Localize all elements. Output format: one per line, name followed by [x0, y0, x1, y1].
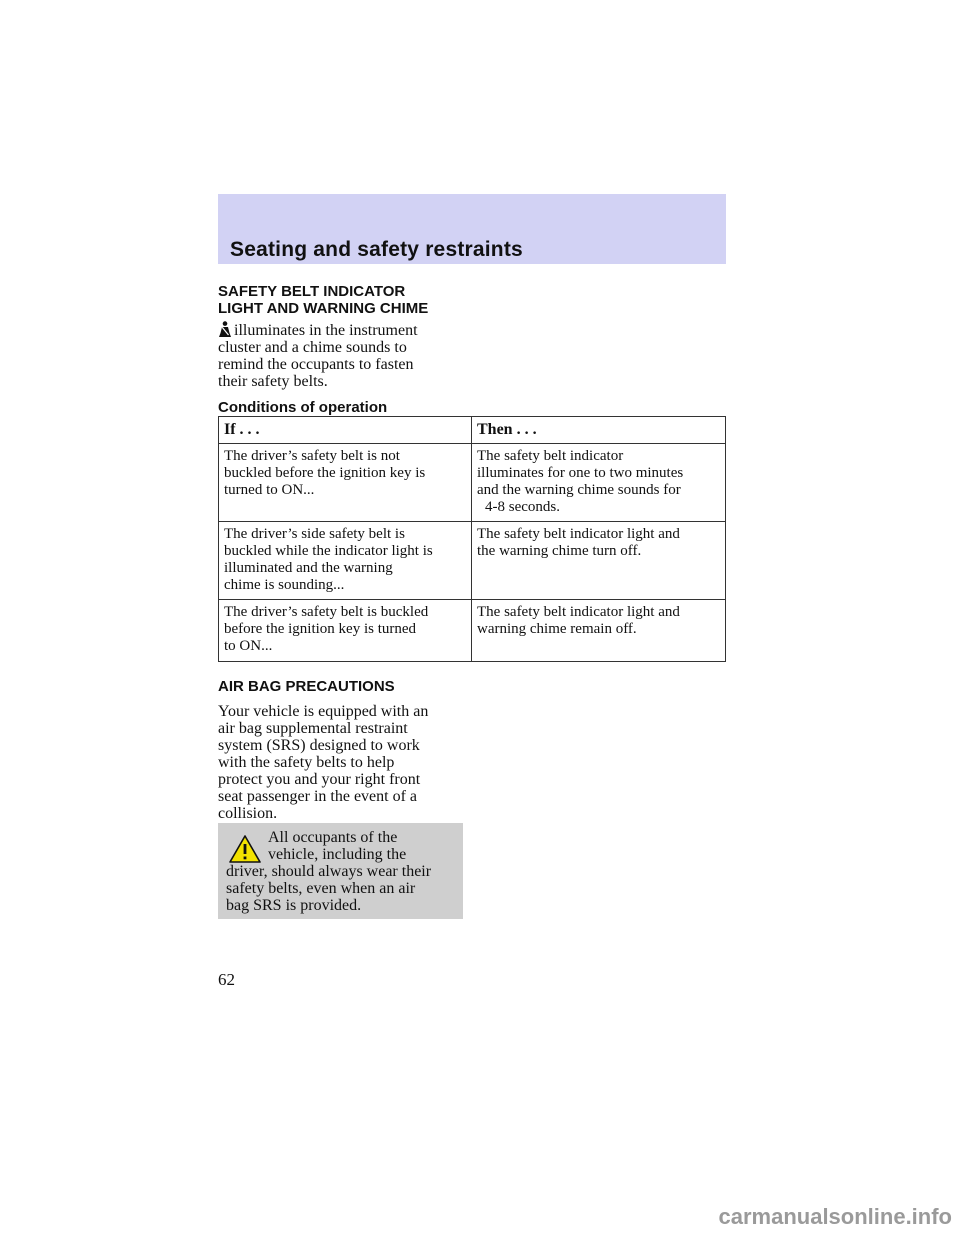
table-row [219, 522, 726, 600]
page-number: 62 [218, 970, 235, 989]
result-cell: The safety belt indicator light and warning chime remain off. [472, 600, 726, 662]
safety-belt-paragraph: illuminates in the instrument cluster and a chime sounds to remind the occupants to fasten their safety belts. [218, 322, 418, 390]
conditions-table [218, 416, 726, 662]
condition-cell: The driver’s safety belt is buckled before the ignition key is turned to ON... [219, 600, 472, 662]
column-header-if: If . . . [219, 417, 472, 444]
section-header-band [218, 194, 726, 264]
air-bag-heading: AIR BAG PRECAUTIONS [218, 678, 395, 695]
table-row [219, 600, 726, 662]
column-header-then: Then . . . [472, 417, 726, 444]
warning-box [218, 823, 463, 919]
result-cell: The safety belt indicator light and the warning chime turn off. [472, 522, 726, 600]
warning-text: All occupants of the vehicle, including the driver, should always wear their safety belts, even when an air bag SRS is provided. [226, 829, 432, 914]
section-title: Seating and safety restraints [230, 238, 523, 261]
condition-cell: The driver’s side safety belt is buckled while the indicator light is illuminated and the warning chime is sounding... [219, 522, 472, 600]
air-bag-paragraph: Your vehicle is equipped with an air bag supplemental restraint system (SRS) designed to work with the safety belts to help protect you and your right front seat passenger in the event of a collision. [218, 703, 429, 822]
table-row [219, 444, 726, 522]
table-header-row [219, 417, 726, 444]
condition-cell: The driver’s safety belt is not buckled before the ignition key is turned to ON... [219, 444, 472, 522]
conditions-heading: Conditions of operation [218, 399, 388, 416]
watermark-text: carmanualsonline.info [718, 1204, 952, 1229]
safety-belt-heading: SAFETY BELT INDICATOR LIGHT AND WARNING CHIME [218, 283, 429, 317]
seatbelt-person-icon [218, 321, 232, 338]
result-cell: The safety belt indicator illuminates for one to two minutes and the warning chime sounds for 4-8 seconds. [472, 444, 726, 522]
